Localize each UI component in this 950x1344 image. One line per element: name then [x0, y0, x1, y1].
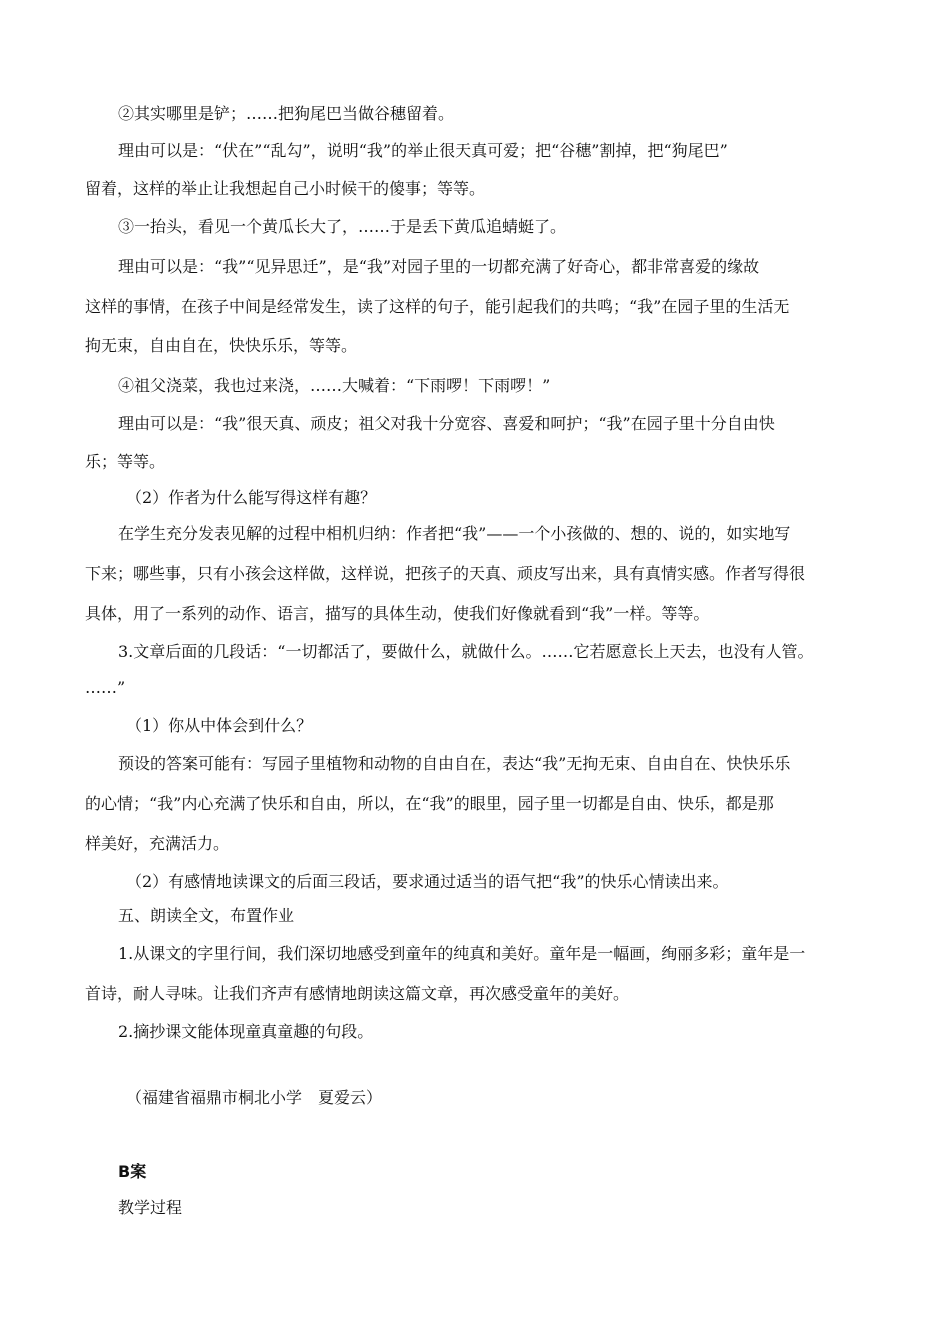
paragraph-line: 理由可以是：“我”很天真、顽皮；祖父对我十分宽容、喜爱和呵护；“我”在园子里十分自由快	[118, 414, 775, 433]
plan-b-heading: B案	[118, 1162, 147, 1181]
paragraph-line: ②其实哪里是铲；……把狗尾巴当做谷穗留着。	[118, 104, 455, 123]
paragraph-line: 理由可以是：“伏在”“乱勾”，说明“我”的举止很天真可爱；把“谷穗”割掉，把“狗尾巴”	[118, 141, 728, 160]
paragraph-line: 具体，用了一系列的动作、语言，描写的具体生动，使我们好像就看到“我”一样。等等。	[85, 604, 710, 623]
paragraph-line: 1.从课文的字里行间，我们深切地感受到童年的纯真和美好。童年是一幅画，绚丽多彩；童年是一	[118, 944, 806, 963]
paragraph-line: 理由可以是：“我”“见异思迁”，是“我”对园子里的一切都充满了好奇心，都非常喜爱的缘故	[118, 257, 760, 276]
paragraph-line: （2）作者为什么能写得这样有趣？	[126, 488, 377, 507]
author-attribution: （福建省福鼎市桐北小学 夏爱云）	[126, 1088, 383, 1107]
paragraph-line: ③一抬头，看见一个黄瓜长大了，……于是丢下黄瓜追蜻蜓了。	[118, 217, 567, 236]
paragraph-line: 下来；哪些事，只有小孩会这样做，这样说，把孩子的天真、顽皮写出来，具有真情实感。作者写得很	[85, 564, 806, 583]
paragraph-line: 在学生充分发表见解的过程中相机归纳：作者把“我”——一个小孩做的、想的、说的，如实地写	[118, 524, 791, 543]
paragraph-line: 留着，这样的举止让我想起自己小时候干的傻事；等等。	[85, 179, 486, 198]
paragraph-line: （2）有感情地读课文的后面三段话，要求通过适当的语气把“我”的快乐心情读出来。	[126, 872, 729, 891]
paragraph-line: 乐；等等。	[85, 452, 166, 471]
paragraph-line: 2.摘抄课文能体现童真童趣的句段。	[118, 1022, 374, 1041]
paragraph-line: 这样的事情，在孩子中间是经常发生，读了这样的句子，能引起我们的共鸣；“我”在园子里的生活无	[85, 297, 790, 316]
paragraph-line: 拘无束，自由自在，快快乐乐，等等。	[85, 336, 358, 355]
paragraph-line: ……”	[85, 678, 126, 697]
paragraph-line: 样美好，充满活力。	[85, 834, 230, 853]
paragraph-line: （1）你从中体会到什么？	[126, 716, 313, 735]
section-heading: 五、朗读全文，布置作业	[118, 906, 295, 925]
paragraph-line: 3.文章后面的几段话：“一切都活了，要做什么，就做什么。……它若愿意长上天去，也没有人管。	[118, 642, 814, 661]
paragraph-line: 的心情；“我”内心充满了快乐和自由，所以，在“我”的眼里，园子里一切都是自由、快乐，都是那	[85, 794, 774, 813]
paragraph-line: ④祖父浇菜，我也过来浇，……大喊着：“下雨啰！下雨啰！”	[118, 376, 551, 395]
subheading: 教学过程	[118, 1198, 183, 1217]
paragraph-line: 首诗，耐人寻味。让我们齐声有感情地朗读这篇文章，再次感受童年的美好。	[85, 984, 630, 1003]
paragraph-line: 预设的答案可能有：写园子里植物和动物的自由自在，表达“我”无拘无束、自由自在、快快乐乐	[118, 754, 791, 773]
